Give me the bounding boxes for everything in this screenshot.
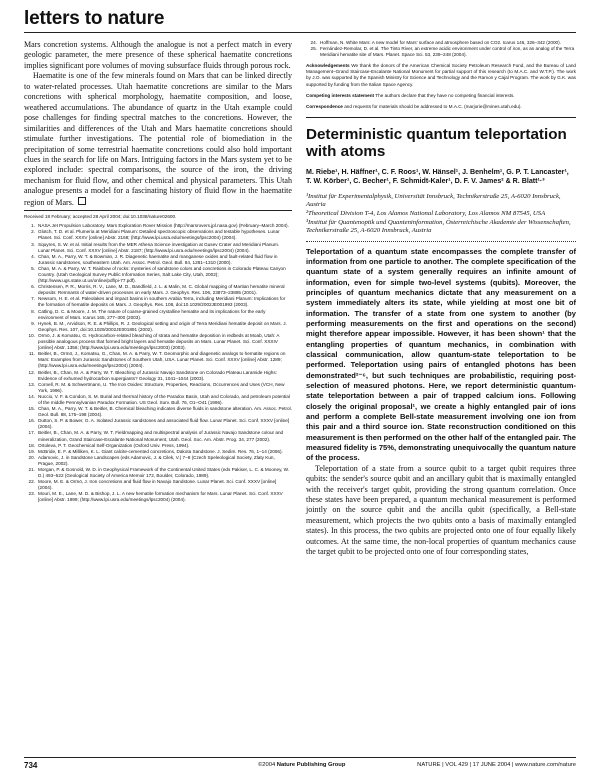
affiliation-2: ²Theoretical Division T-4, Los Alamos National Laboratory, Los Alamos NM 87545, USA (306, 210, 546, 218)
correspondence-label: Correspondence (306, 103, 343, 109)
reference-number: 22. (28, 479, 35, 485)
reference-text: Catling, D. C. & Moore, J. M. The nature of coarse-grained crystalline hematite and its implications for the early environment of Mars. Icarus 165, 277–300 (2003). (38, 308, 266, 320)
reference-item (24, 309, 292, 321)
received-dates: Received 18 February; accepted 28 April 2004; doi:10.1038/nature02600. (24, 210, 292, 220)
reference-text: Adamovic, J. in Sandstone Landscapes (eds Adamovic, J. & Cilek, V.) 7–8 (Czech Speleological Society, Zlaty Kun, Prague, 2002). (38, 454, 275, 466)
reference-text: NASA Jet Propulsion Laboratory. Mars Exploration Rover Mission (http://marsrovers.jpl.nasa.gov) (February–March 2004). (38, 223, 289, 229)
reference-number: 25. (310, 46, 317, 52)
author-list: M. Riebe¹, H. Häffner¹, C. F. Roos¹, W. Hänsel¹, J. Benhelm¹, G. P. T. Lancaster¹, T. W. Körber¹, C. Becher¹, F. Schmidt-Kaler¹, D. F. V. James² & R. Blatt¹·³ (306, 167, 569, 186)
correspondence-text: and requests for materials should be addressed to M.A.C. (marjorie@mines.utah.edu). (344, 103, 522, 109)
reference-text: Ortoleva, P. T. Geochemical Self-Organization (Oxford Univ. Press, 1994). (38, 442, 190, 448)
reference-text: Glotch, T. D. et al. Plumeria at Meridiani Planum: Detailed spectroscopic observations and testable hypotheses. Lunar Planet. Sci. Conf. XXXV [online] Abstr. 2168; (http://www.lpi.usra.edu/meetings/lpsc2004) (2004). (38, 229, 280, 241)
reference-number: 8. (31, 308, 35, 314)
reference-text: Hoffman, N. White Mars: A new model for Mars' surface and atmosphere based on CO2. Icarus 146, 326–342 (2000). (320, 40, 561, 45)
reference-text: Nuccio, V. F. & Condon, S. M. Burial and thermal history of the Paradox Basin, Utah and Colorado, and petroleum potential of the middle Pennsylvanian Paradox Formation. US Geol. Surv. Bull. 76, O1–O41 (1996). (38, 393, 290, 405)
reference-text: Beitler, B., Chan, M. A. & Parry, W. T. Bleaching of Jurassic Navajo Sandstone on Colorado Plateau Laramide Highs: Evidence of exhumed hydrocarbon supergiants? Geology 31, 1041–1044 (2003). (38, 369, 277, 381)
reference-text: Dutton, S. P. & Bower, G. A. Isolated Jurassic sandstones and associated fluid flow. Lunar Planet. Sci. Conf. XXXV [online] (2004). (38, 418, 290, 430)
reference-text: Chan, M. A. & Parry, W. T. Rainbow of rocks: mysteries of sandstone colors and concretions in Colorado Plateau Canyon Country. (Utah Geological Survey Public Information Series, Salt Lake City, Utah, 2002); (http://www.ugs.state.ut.us/online/pdf/pi-77.pdf). (38, 265, 286, 284)
reference-number: 24. (310, 40, 317, 45)
reference-number: 7. (31, 296, 35, 302)
page-footer (24, 757, 576, 770)
reference-text: Hynek, B. M., Arvidson, R. E. & Phillips, R. J. Geological setting and origin of Terra Meridiani hematite deposit on Mars. J. Geophys. Res. 107, doi:10.1029/2002JE001891 (2002). (38, 320, 287, 332)
affiliation-1: ¹Institut für Experimentalphysik, Universität Innsbruck, Technikerstraße 25, A-6020 Innsbruck, Austria (306, 193, 561, 209)
reference-number: 18. (28, 442, 35, 448)
reference-number: 4. (31, 253, 35, 259)
end-mark-icon (78, 197, 86, 205)
publisher-name: Nature Publishing Group (276, 762, 346, 768)
acknowledgements-label: Acknowledgements (306, 63, 350, 69)
reference-number: 6. (31, 284, 35, 290)
reference-item (306, 46, 576, 58)
body-paragraph: Mars concretion systems. Although the analogue is not a perfect match in every geologic parameter, the mere presence of these spherical haematite concretions implies significant pore volumes of moving subsurface fluids through porous rock. (24, 40, 292, 70)
reference-number: 16. (28, 418, 35, 424)
correspondence (306, 104, 576, 110)
reference-text: Moore, M. E. & Ormö, J. Iron concretions and fluid flow in Navajo Sandstone. Lunar Planet. Sci. Conf. XXXV [online] (2004). (38, 479, 277, 491)
reference-number: 14. (28, 393, 35, 399)
reference-text: Chan, M. A., Parry, W. T. & Beitler, B. Chemical bleaching indicates diverse fluids in sandstone alteration. Am. Assoc. Petrol. Geol. Bull. 88, 175–198 (2004). (38, 406, 292, 418)
reference-item (24, 296, 292, 308)
reference-item (24, 321, 292, 333)
reference-number: 20. (28, 454, 35, 460)
reference-text: Mouri, M. E., Lane, M. D. & Bishop, J. L. A new hematite formation mechanism for Mars. Lunar Planet. Sci. Conf. XXXV [online] Abstr. 1999; (http://www.lpi.usra.edu/meetings/lpsc2004) (2004). (38, 491, 283, 503)
reference-number: 13. (28, 381, 35, 387)
journal-section-label: letters to nature (24, 8, 165, 29)
reference-number: 10. (28, 332, 35, 338)
reference-item (24, 254, 292, 266)
reference-text: Chan, M. A., Parry, W. T. & Bowman, J. R. Diagenetic haematite and manganese oxides and fault-related fluid flow in Jurassic sandstones, southeastern Utah. Am. Assoc. Petrol. Geol. Bull. 84, 1281–1310 (2000). (38, 253, 278, 265)
acknowledgements-text: We thank the donors of the American Chemical Society Petroleum Research Fund, and the Bureau of Land Management–Grand Staircase-Escalante National Monument for partial support of this research (to M.A.C. and W.T.P.). The work by J.O. was supported by the Spanish Ministry for Science and Technology and the Ramon y Cajal Program. The work by G.K. was supported by funding from the Italian Space Agency. (306, 63, 576, 87)
reference-item (24, 479, 292, 491)
reference-text: Beitler, B., Ormö, J., Komatsu, G., Chan, M. A. & Parry, W. T. Geomorphic and diagenetic analogs to hematite regions on Mars: Examples from Jurassic Sandstones of Southern Utah, USA. Lunar Planet. Sci. Conf. XXXV [online] Abstr. 1289; (http://www.lpi.usra.edu/meetings/lpsc2004) (2004). (38, 351, 286, 369)
reference-item (24, 370, 292, 382)
reference-text: Fernández-Remolar, D. et al. The Tinto River, an extreme acidic environment under control of iron, as an analog of the Terra Meridiani hematite site of Mars. Planet. Space Sci. 53, 239–248 (2004). (320, 46, 575, 58)
reference-text: McBride, E. F. & Milliken, K. L. Giant calcite-cemented concretions, Dakota Sandstone. J. Sedim. Res. 76, 1–14 (2006). (38, 448, 283, 454)
page-header (24, 8, 576, 30)
competing-interests-label: Competing interests statement (306, 92, 375, 98)
reference-item (24, 406, 292, 418)
reference-item (24, 351, 292, 369)
reference-number: 2. (31, 229, 35, 235)
body-paragraph (24, 71, 292, 208)
reference-item (24, 491, 292, 503)
reference-number: 21. (28, 467, 35, 472)
reference-item (24, 394, 292, 406)
copyright-year: ©2004 (258, 762, 276, 768)
competing-interests (306, 93, 576, 99)
reference-number: 15. (28, 406, 35, 412)
reference-text: Beitler, B., Chan, M. A. & Parry, W. T. Fieldmapping and multispectral analysis of Jurassic Navajo Sandstone colour and mineralization, Grand Staircase-Escalante National Monument, Utah. Geol. Soc. Am. Abstr. Prog. 34, 277 (2002). (38, 430, 284, 442)
reference-text: Cornell, R. M. & Schwertmann, U. The Iron Oxides: Structure, Properties, Reactions, Occurrences and Uses (VCH, New York, 1996). (38, 381, 285, 393)
reference-item (24, 430, 292, 442)
reference-number: 5. (31, 265, 35, 271)
body-paragraph: Teleportation of a state from a source qubit to a target qubit requires three qubits: the sender's source qubit and an ancillary qubit that is maximally entangled with the receiver's target qubit, providing the strong quantum correlation. Once these states have been prepared, a quantum mechanical measurement is performed jointly on the source qubit and the ancilla qubit (specifically, a Bell-state measurement, which projects the two qubits onto a basis of maximally entangled states). In this process, the two qubits are projected onto one of four equally likely outcomes. At the same time, the non-local properties of quantum mechanics cause the target qubit to be projected onto one of four corresponding states, (306, 463, 576, 556)
reference-list (24, 223, 292, 503)
abstract: Teleportation of a quantum state encompasses the complete transfer of information from one particle to another. The complete specification of the quantum state of a system generally requires an infinite amount of information, even for simple two-level systems (qubits). Moreover, the principles of quantum mechanics dictate that any measurement on a system immediately alters its state, while yielding at most one bit of information. The transfer of a state from one system to another (by performing measurements on the first and operations on the second) might therefore appear impossible. However, it has been shown¹ that the entangling properties of quantum mechanics, in combination with classical communication, allow quantum-state teleportation to be performed. Teleportation using pairs of entangled photons has been demonstrated²⁻⁶, but such techniques are probabilistic, requiring post-selection of measured photons. Here, we report deterministic quantum-state teleportation between a pair of trapped calcium ions. Following closely the original proposal¹, we create a highly entangled pair of ions and perform a complete Bell-state measurement involving one ion from this pair and a third source ion. State reconstruction conditioned on this measurement is then performed on the other half of the entangled pair. The measured fidelity is 75%, demonstrating unequivocally the quantum nature of the process. (306, 246, 576, 463)
reference-number: 11. (28, 351, 35, 357)
reference-number: 3. (31, 241, 35, 247)
reference-item (24, 284, 292, 296)
header-rule (24, 32, 576, 33)
journal-info: NATURE | VOL 429 | 17 JUNE 2004 | www.nature.com/nature (417, 762, 576, 768)
reference-text: Christensen, P. R., Morris, R. V., Lane, M. D., Bandfield, J. L. & Malin, M. C. Global mapping of Martian hematite mineral deposits: Remnants of water-driven processes on early Mars. J. Geophys. Res. 106, 23873–23885 (2001). (38, 284, 285, 296)
reference-text: Newsom, H. E. et al. Paleolakes and impact basins in southern Arabia Terra, including Meridiani Planum: Implications for the formation of hematite deposits on Mars. J. Geophys. Res. 108, doi:10.1029/2002JE001993 (2003). (38, 296, 286, 308)
reference-item (24, 455, 292, 467)
page-number: 734 (24, 761, 38, 770)
reference-item (24, 242, 292, 254)
left-column (24, 40, 292, 504)
affiliations (306, 193, 576, 235)
right-column (306, 40, 576, 557)
reference-number: 12. (28, 369, 35, 375)
affiliation-3: ³Institut für Quantenoptik und Quanteninformation, Österreichische Akademie der Wissenschaften, Technikerstraße 25, A-6020 Innsbruck, Austria (306, 219, 571, 235)
reference-item (24, 467, 292, 479)
section-divider (306, 117, 576, 118)
reference-item (24, 266, 292, 284)
paragraph-text: Haematite is one of the few minerals found on Mars that can be linked directly to water-related processes. Utah haematite concretions are similar to the Mars concretions with spherical morphology, haematite composition, and loose, weathered accumulations. The abundance of quartz in the Utah example could pose challenges for finding spectral matches to the concretions. However, the similarities and differences of the Utah and Mars haematite concretions should stimulate further investigations. The potential role of biomediation in the precipitation of some terrestrial haematite concretions could also hold important clues in the search for life on Mars. Intriguing factors in the Mars system yet to be explored include: spectral comparisons, the source of the iron, the driving mechanism for fluid flow, and other chemical and physical parameters. This Utah analogue presents a model for a fascinating history of fluid flow in the haematite region of Mars. (24, 71, 292, 207)
reference-number: 9. (31, 320, 35, 326)
reference-list (306, 40, 576, 58)
reference-number: 17. (28, 430, 35, 436)
reference-text: Morgan, P. & Gosnold, W. D. in Geophysical Framework of the Continental United States (eds Pakiser, L. C. & Mooney, W. D.) 493–522 (Geological Society of America Memoir 172, Boulder, Colorado, 1989). (38, 467, 290, 479)
reference-item (24, 333, 292, 351)
reference-text: Squyres, S. W. et al. Initial results from the MER Athena Science investigation at Gusev Crater and Meridiani Planum. Lunar Planet. Sci. Conf. XXXV [online] Abstr. 2187; (http://www.lpi.usra.edu/meetings/lpsc2004) (2004). (38, 241, 280, 253)
reference-item (24, 418, 292, 430)
copyright (258, 762, 345, 768)
reference-text: Ormö, J. & Komatsu, G. Hydrocarbon-related bleaching of strata and hematite deposition in redbeds at Moab, Utah: A possible analogous process that formed bright layers and hematite deposits on Mars. Lunar Planet. Sci. Conf. XXXIV [online] Abstr. 1356; (http://www.lpi.usra.edu/meetings/lpsc2003) (2003). (38, 332, 280, 351)
article-title: Deterministic quantum teleportation with atoms (306, 125, 567, 160)
reference-item (24, 229, 292, 241)
reference-number: 23. (28, 491, 35, 497)
competing-interests-text: The authors declare that they have no competing financial interests. (375, 92, 515, 98)
acknowledgements (306, 63, 576, 87)
dotted-divider (306, 241, 576, 242)
reference-number: 1. (31, 223, 35, 229)
reference-item (24, 382, 292, 394)
reference-number: 19. (28, 448, 35, 454)
